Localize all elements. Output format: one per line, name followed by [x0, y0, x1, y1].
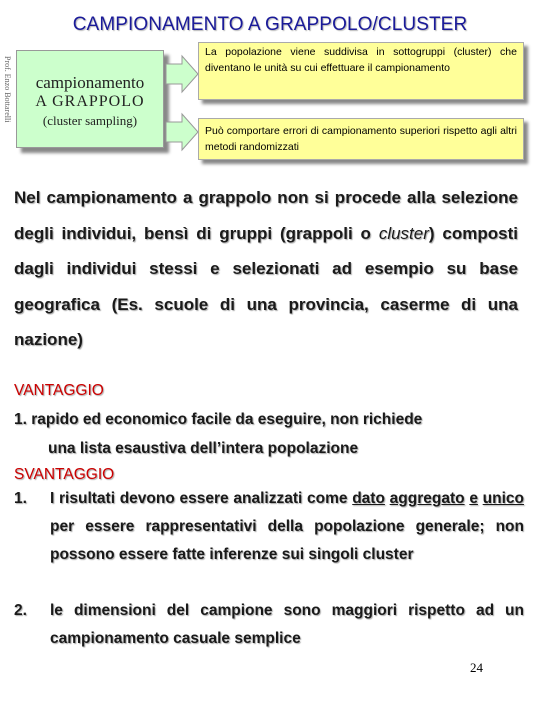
- cluster-sampling-box: [16, 50, 164, 148]
- svantaggio-text-1b: per essere rappresentativi della popolazione generale; non possono essere fatte inferenze sui singoli cluster: [50, 518, 524, 563]
- note-definition: La popolazione viene suddivisa in sottogruppi (cluster) che diventano le unità su cui effettuare il campionamento: [198, 42, 524, 100]
- page-number: 24: [470, 660, 483, 675]
- svantaggio-item-2: [14, 597, 524, 653]
- advantages-section: [14, 376, 524, 463]
- arrow-right-icon: [164, 112, 200, 152]
- svantaggio-num-1: 1.: [14, 490, 27, 507]
- arrow-right-icon: [164, 54, 200, 94]
- svantaggio-item-1: [14, 485, 524, 569]
- svantaggio-text-1a: I risultati devono essere analizzati come: [50, 490, 348, 507]
- svantaggio-unico: unico: [482, 490, 524, 507]
- svantaggio-num-2: 2.: [14, 602, 27, 619]
- paragraph-cluster-word: cluster: [378, 223, 429, 243]
- vantaggio-item-1: 1. rapido ed economico facile da eseguire, non richiede: [14, 411, 423, 428]
- box-line-1: campionamento: [35, 73, 145, 92]
- vantaggio-label: VANTAGGIO: [14, 382, 104, 399]
- box-line-2: A GRAPPOLO: [35, 93, 145, 110]
- author-side-label: Prof. Enzo Bottarelli: [3, 56, 12, 123]
- note-sampling-error: Può comportare errori di campionamento superiori rispetto agli altri metodi randomizzati: [198, 118, 524, 160]
- svantaggio-dato: dato: [352, 490, 385, 507]
- paragraph-text-1: Nel campionamento a grappolo non si procede alla selezione degli individui, bensì di gruppi (grappoli o: [14, 188, 518, 243]
- paragraph-text-2: ) composti dagli individui stessi e selezionati ad esempio su base geografica (Es. scuole di una provincia, caserme di una nazione): [14, 223, 518, 349]
- vantaggio-item-1-cont: una lista esaustiva dell’intera popolazione: [48, 440, 359, 457]
- svantaggio-aggregato: aggregato: [389, 490, 465, 507]
- svantaggio-text-2: le dimensioni del campione sono maggiori rispetto ad un campionamento casuale semplice: [50, 602, 524, 647]
- slide-title: CAMPIONAMENTO A GRAPPOLO/CLUSTER: [72, 14, 468, 35]
- main-paragraph: [14, 180, 518, 358]
- box-line-3: (cluster sampling): [42, 113, 138, 128]
- svantaggio-label: SVANTAGGIO: [14, 466, 115, 483]
- svantaggio-e: e: [469, 490, 478, 507]
